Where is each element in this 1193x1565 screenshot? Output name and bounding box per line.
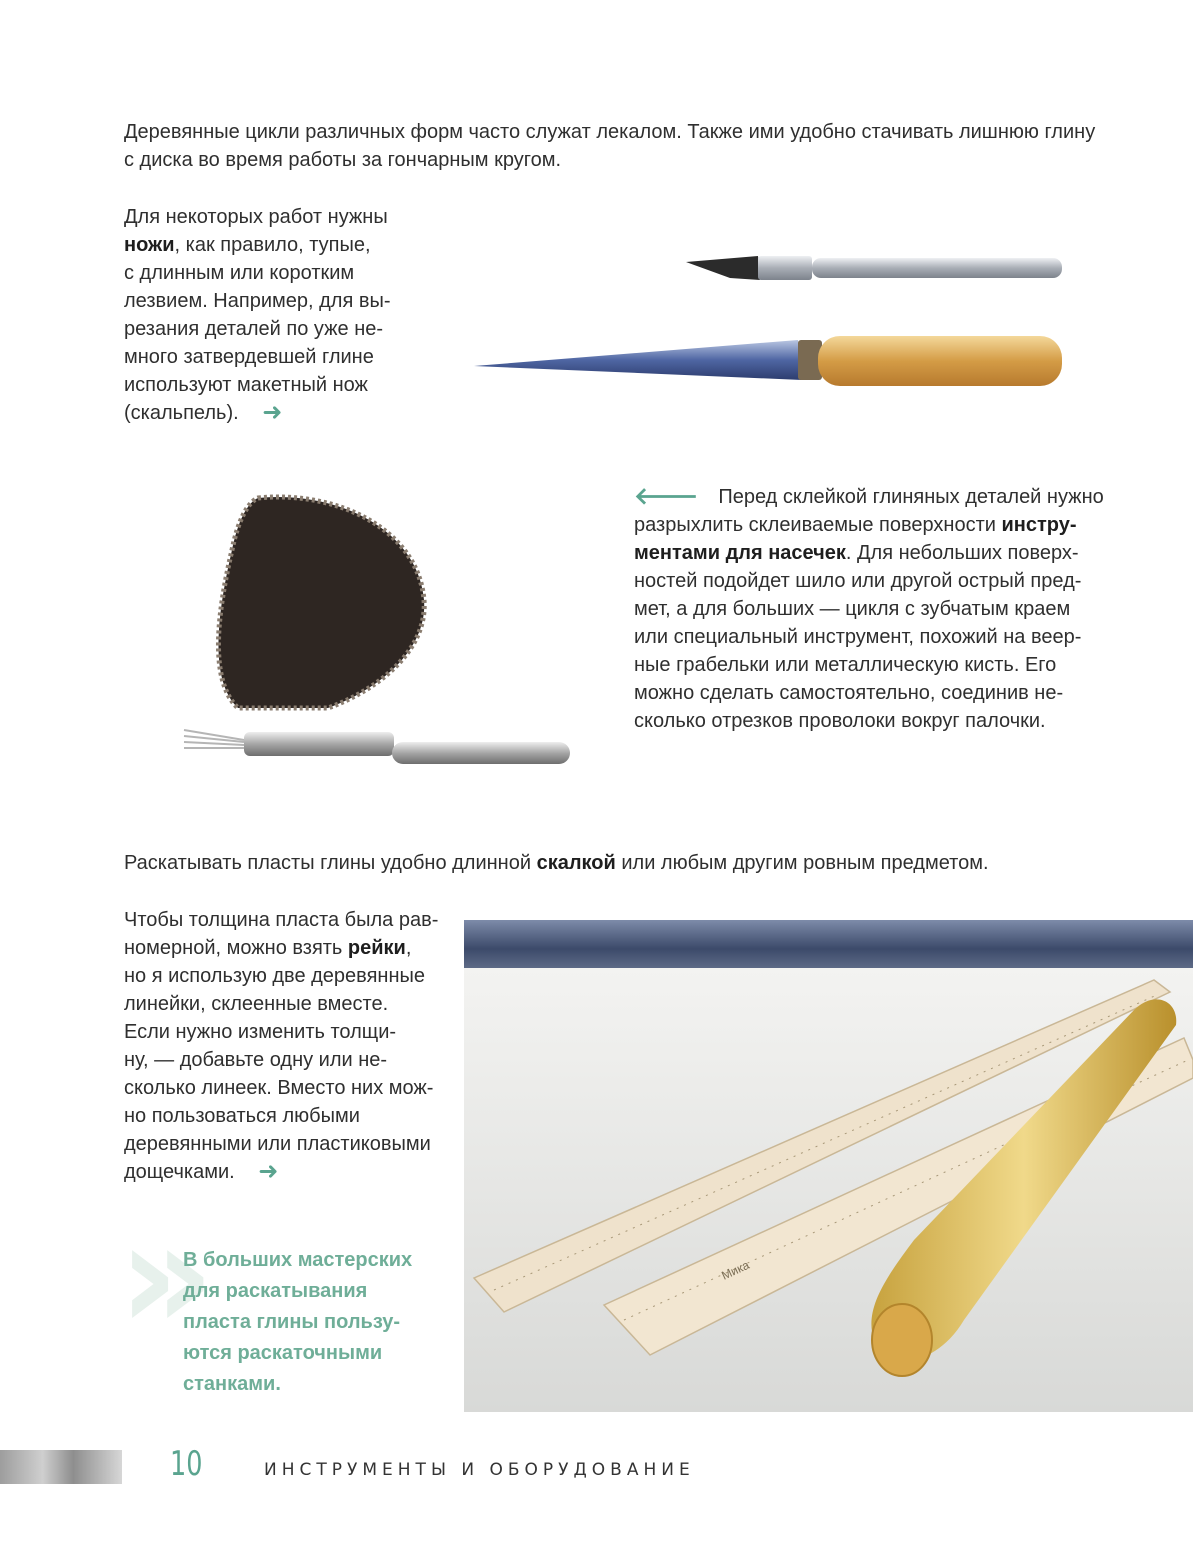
slats-paragraph: [124, 906, 464, 1186]
callout-line: для раскатывания: [183, 1280, 368, 1302]
slats-line: Если нужно изменить толщи-: [124, 1021, 397, 1043]
knives-line: лезвием. Например, для вы-: [124, 290, 391, 312]
arrow-right-icon: ➜: [262, 399, 283, 426]
callout-note: [183, 1245, 453, 1400]
scoring-line: можно сделать самостоятельно, соединив не-: [634, 682, 1064, 704]
rolling-line: или любым другим ровным предметом.: [615, 852, 989, 874]
footer-texture-strip: [0, 1450, 122, 1484]
scoring-line: . Для небольших поверх-: [845, 542, 1079, 564]
slats-line: деревянными или пластиковыми: [124, 1133, 431, 1155]
slats-line: ,: [405, 937, 412, 959]
scoring-line: ностей подойдет шило или другой острый пред-: [634, 570, 1082, 592]
knives-line: резания деталей по уже не-: [124, 318, 384, 340]
scoring-line: сколько отрезков проволоки вокруг палочки.: [634, 710, 1046, 732]
scoring-term: ментами для насечек: [634, 542, 846, 564]
scoring-tools-illustration: [178, 490, 578, 790]
knives-line: много затвердевшей глине: [124, 346, 374, 368]
knives-line: используют макетный нож: [124, 374, 368, 396]
knives-line: , как правило, тупые,: [174, 234, 371, 256]
scoring-line: мет, а для больших — цикля с зубчатым краем: [634, 598, 1071, 620]
slats-line: но я использую две деревянные: [124, 965, 425, 987]
callout-line: В больших мастерских: [183, 1249, 413, 1271]
rolling-term: скалкой: [536, 852, 616, 874]
slats-line: Чтобы толщина пласта была рав-: [124, 909, 439, 931]
arrow-left-icon: 🡐: [634, 483, 699, 510]
rulers-rolling-pin-photo: [464, 920, 1193, 1412]
callout-line: пласта глины пользу-: [183, 1311, 401, 1333]
intro-line-2: с диска во время работы за гончарным кругом.: [124, 149, 562, 171]
knives-line: (скальпель).: [124, 402, 239, 424]
slats-line: линейки, склеенные вместе.: [124, 993, 389, 1015]
scoring-tool: [184, 730, 570, 764]
quote-mark-icon: »: [118, 1190, 215, 1364]
rolling-line: Раскатывать пласты глины удобно длинной: [124, 852, 537, 874]
knives-illustration: [468, 240, 1068, 400]
scoring-term: инстру-: [1001, 514, 1077, 536]
knives-line: Для некоторых работ нужны: [124, 206, 388, 228]
page-number: 10: [170, 1444, 203, 1484]
arrow-right-icon: ➜: [258, 1158, 279, 1185]
callout-line: станками.: [183, 1373, 281, 1395]
rolling-sentence: [124, 849, 1124, 877]
scoring-paragraph: [634, 483, 1134, 735]
knives-line: с длинным или коротким: [124, 262, 355, 284]
slats-line: дощечками.: [124, 1161, 235, 1183]
slats-line: номерной, можно взять: [124, 937, 348, 959]
callout-line: ются раскаточными: [183, 1342, 383, 1364]
slats-line: сколько линеек. Вместо них мож-: [124, 1077, 434, 1099]
knives-paragraph: [124, 203, 424, 427]
serrated-rib: [218, 497, 424, 708]
intro-line-1: Деревянные цикли различных форм часто служат лекалом. Также ими удобно стачивать лишнюю глину: [124, 121, 1096, 143]
knives-term: ножи: [124, 234, 175, 256]
ruler-brand-label: Мика: [719, 1257, 752, 1283]
intro-paragraph: [124, 118, 1124, 174]
scoring-line: Перед склейкой глиняных деталей нужно: [718, 486, 1104, 508]
scoring-line: ные грабельки или металлическую кисть. Его: [634, 654, 1057, 676]
clay-knife: [474, 336, 1062, 386]
scalpel-knife: [686, 256, 1062, 280]
scoring-line: разрыхлить склеиваемые поверхности: [634, 514, 1002, 536]
slats-line: ну, — добавьте одну или не-: [124, 1049, 388, 1071]
slats-line: но пользоваться любыми: [124, 1105, 360, 1127]
running-head: ИНСТРУМЕНТЫ И ОБОРУДОВАНИЕ: [264, 1460, 695, 1480]
scoring-line: или специальный инструмент, похожий на веер-: [634, 626, 1082, 648]
slats-term: рейки: [347, 937, 406, 959]
